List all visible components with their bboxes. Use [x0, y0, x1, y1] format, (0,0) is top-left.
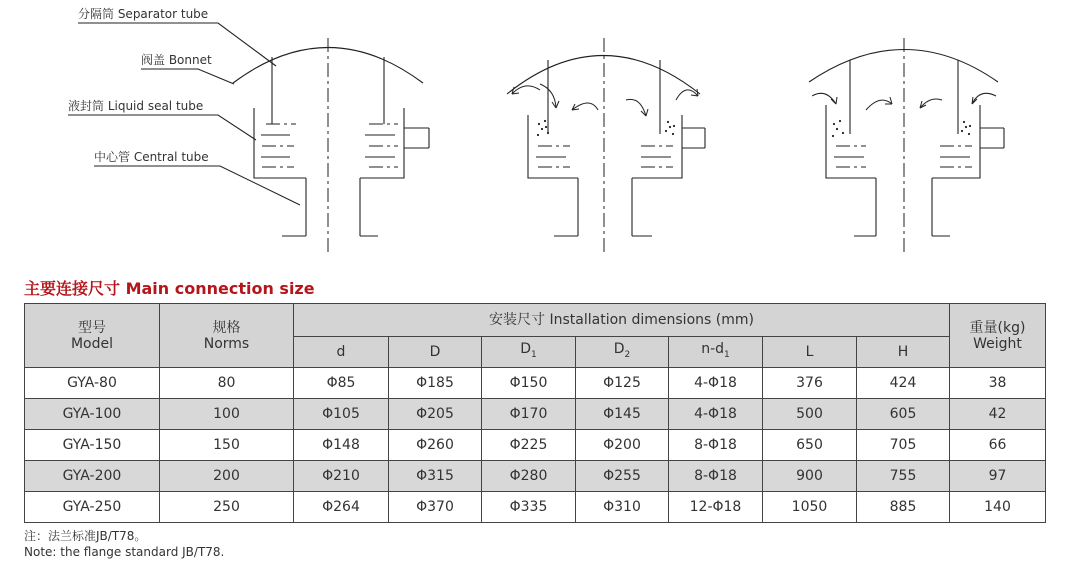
label-liquid-seal-tube: 液封筒 Liquid seal tube	[68, 99, 204, 113]
trap-assembly-1	[233, 38, 429, 254]
header-weight	[950, 304, 1046, 368]
subheader-label: d	[336, 344, 346, 360]
subheader-label: L	[805, 344, 814, 360]
table-cell: Φ280	[482, 461, 576, 492]
header-weight-cn: 重量(kg)	[969, 319, 1026, 336]
table-cell: 605	[857, 399, 950, 430]
subheader-cell	[294, 337, 389, 368]
header-weight-en: Weight	[973, 335, 1022, 352]
table-cell: 12-Φ18	[669, 492, 763, 523]
table-cell: 8-Φ18	[669, 461, 763, 492]
table-cell: 650	[763, 430, 857, 461]
note-en: Note: the flange standard JB/T78.	[24, 545, 225, 559]
particles-2	[537, 120, 675, 136]
subheader-label: D	[429, 344, 441, 360]
table-cell: Φ150	[482, 368, 576, 399]
subheader-label: D	[520, 341, 532, 358]
subheader-cell	[482, 337, 576, 368]
table-cell: GYA-200	[25, 461, 160, 492]
table-cell: Φ370	[389, 492, 482, 523]
table-cell: Φ264	[294, 492, 389, 523]
header-model-en: Model	[70, 335, 114, 352]
table-cell: 140	[950, 492, 1046, 523]
table-cell: Φ85	[294, 368, 389, 399]
header-installation: 安装尺寸 Installation dimensions (mm)	[294, 304, 950, 337]
subheader-label: D	[613, 341, 625, 358]
subheader-cell	[857, 337, 950, 368]
table-cell: 376	[763, 368, 857, 399]
table-cell: Φ225	[482, 430, 576, 461]
steam-trap-diagram	[0, 0, 1065, 272]
section-title: 主要连接尺寸 Main connection size	[24, 279, 315, 298]
connection-size-table	[24, 303, 1046, 523]
subheader-cell	[576, 337, 669, 368]
label-separator-tube: 分隔筒 Separator tube	[78, 7, 209, 21]
table-cell: 80	[160, 368, 294, 399]
subheader-cell	[763, 337, 857, 368]
note-cn: 注：法兰标准JB/T78。	[24, 529, 147, 543]
table-cell: Φ145	[576, 399, 669, 430]
table-cell: 200	[160, 461, 294, 492]
table-cell: Φ200	[576, 430, 669, 461]
table-cell: GYA-100	[25, 399, 160, 430]
table-cell: 66	[950, 430, 1046, 461]
table-cell: 885	[857, 492, 950, 523]
header-norms	[160, 304, 294, 368]
subheader-cell	[389, 337, 482, 368]
subheader-cell	[669, 337, 763, 368]
table-cell: 424	[857, 368, 950, 399]
table-cell: GYA-150	[25, 430, 160, 461]
table-cell: Φ260	[389, 430, 482, 461]
trap-assembly-3	[809, 38, 1004, 254]
table-cell: 8-Φ18	[669, 430, 763, 461]
table-cell: 755	[857, 461, 950, 492]
header-norms-cn: 规格	[212, 319, 241, 336]
table-cell: 1050	[763, 492, 857, 523]
table-cell: 500	[763, 399, 857, 430]
table-cell: Φ148	[294, 430, 389, 461]
table-cell: Φ315	[389, 461, 482, 492]
subheader-label: H	[897, 344, 909, 360]
table-cell: 900	[763, 461, 857, 492]
table-cell: Φ310	[576, 492, 669, 523]
table-cell: Φ185	[389, 368, 482, 399]
table-cell: 705	[857, 430, 950, 461]
particles-3	[832, 120, 971, 137]
label-central-tube: 中心管 Central tube	[94, 150, 209, 164]
header-model-cn: 型号	[78, 319, 106, 336]
subheader-label: n-d	[701, 341, 725, 358]
table-cell: Φ170	[482, 399, 576, 430]
table-row	[25, 461, 1046, 492]
table-cell: 4-Φ18	[669, 399, 763, 430]
subheader-subscript: 2	[624, 349, 631, 360]
subheader-subscript: 1	[724, 349, 730, 360]
table-cell: Φ105	[294, 399, 389, 430]
header-norms-en: Norms	[203, 335, 250, 352]
table-cell: 42	[950, 399, 1046, 430]
table-row	[25, 399, 1046, 430]
table-row	[25, 492, 1046, 523]
table-cell: Φ210	[294, 461, 389, 492]
table-cell: 97	[950, 461, 1046, 492]
table-cell: Φ335	[482, 492, 576, 523]
label-bonnet: 阀盖 Bonnet	[141, 53, 212, 67]
table-cell: 250	[160, 492, 294, 523]
table-cell: Φ125	[576, 368, 669, 399]
table-cell: 100	[160, 399, 294, 430]
notes	[24, 528, 224, 560]
trap-assembly-2	[507, 38, 705, 254]
header-model	[25, 304, 160, 368]
subheader-subscript: 1	[531, 349, 537, 360]
table-row	[25, 430, 1046, 461]
table-cell: GYA-80	[25, 368, 160, 399]
table-cell: GYA-250	[25, 492, 160, 523]
table-cell: Φ255	[576, 461, 669, 492]
table-row	[25, 368, 1046, 399]
table-cell: 38	[950, 368, 1046, 399]
table-cell: Φ205	[389, 399, 482, 430]
table-cell: 150	[160, 430, 294, 461]
table-cell: 4-Φ18	[669, 368, 763, 399]
